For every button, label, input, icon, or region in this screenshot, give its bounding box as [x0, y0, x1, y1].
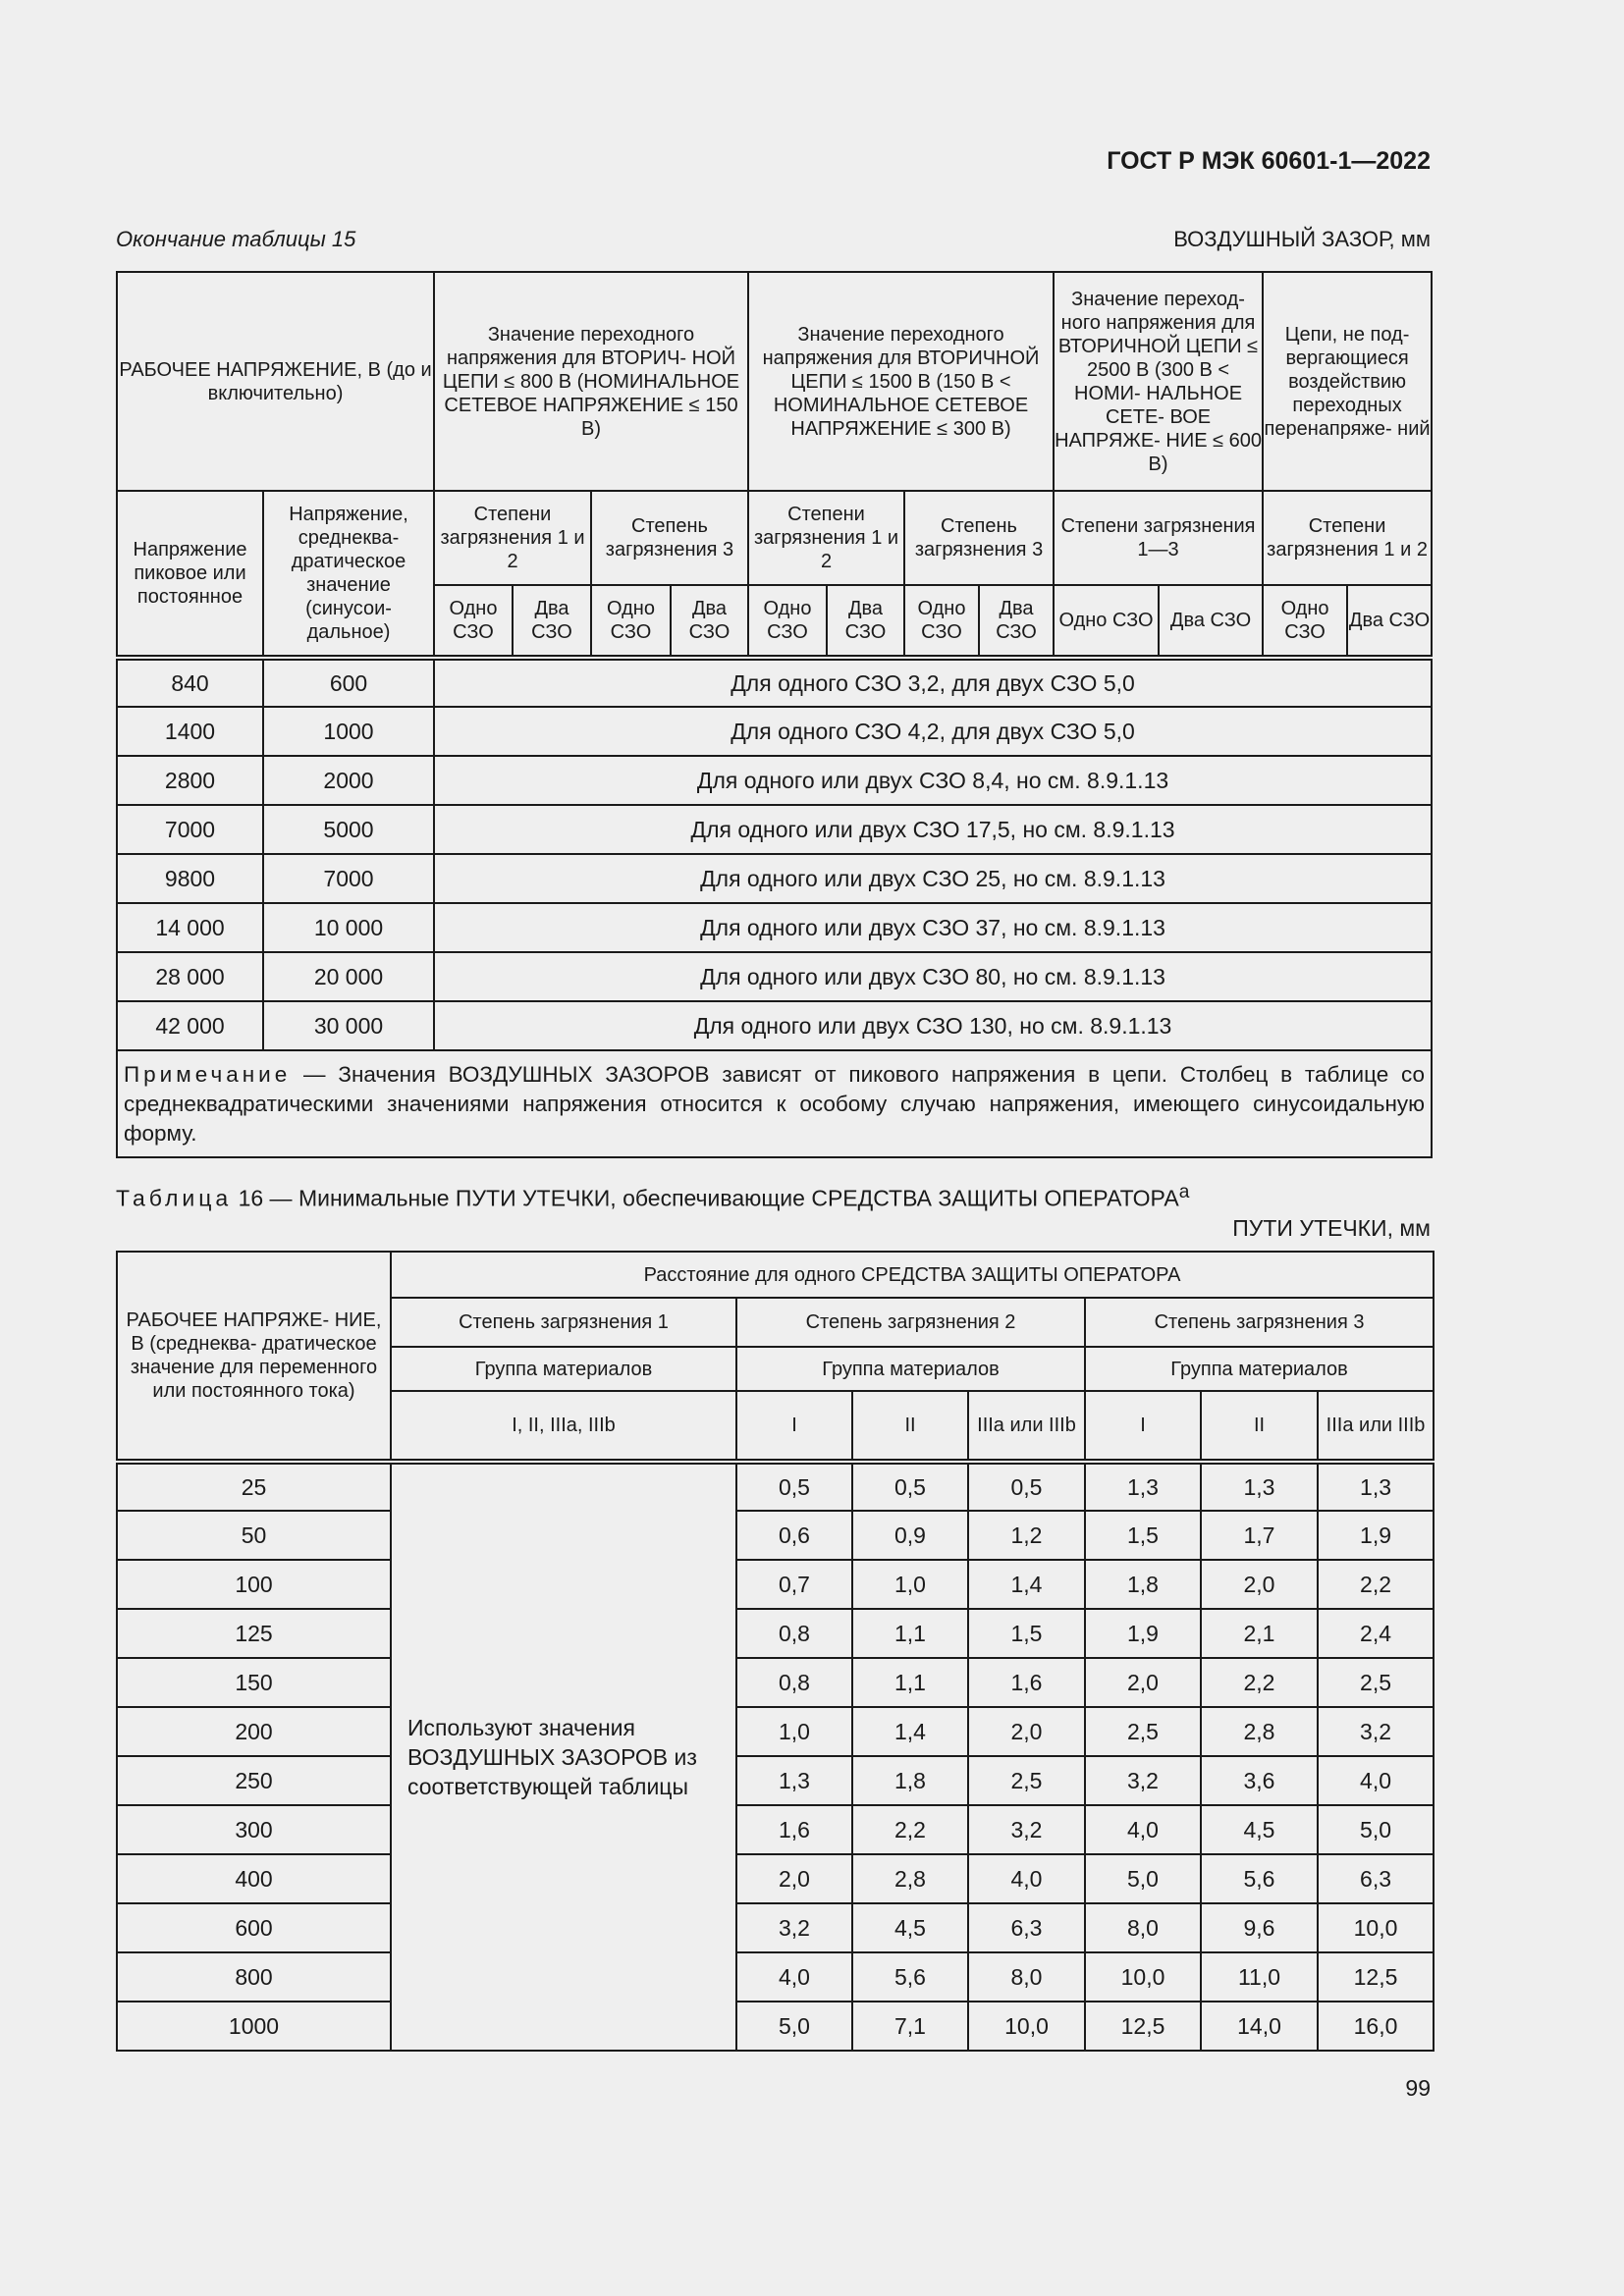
t16-voltage-cell: 600	[117, 1903, 391, 1952]
t16-material-group-header: Группа материалов	[736, 1347, 1085, 1391]
t16-value-cell: 5,0	[1085, 1854, 1201, 1903]
t15-mop-header: Одно СЗО	[434, 585, 513, 658]
t16-value-cell: 2,0	[968, 1707, 1085, 1756]
table-15	[116, 271, 1433, 1158]
t15-rms-cell: 10 000	[263, 903, 434, 952]
t16-value-cell: 5,0	[1318, 1805, 1434, 1854]
t16-value-cell: 1,4	[852, 1707, 968, 1756]
t16-value-cell: 1,8	[852, 1756, 968, 1805]
t16-voltage-cell: 50	[117, 1511, 391, 1560]
t16-voltage-cell: 25	[117, 1462, 391, 1511]
t15-value-cell: Для одного или двух СЗО 37, но см. 8.9.1.13	[434, 903, 1432, 952]
t16-voltage-cell: 1000	[117, 2002, 391, 2051]
table-row	[117, 658, 1432, 707]
t15-group4-header: Цепи, не под- вергающиеся воздействию переходных перенапряже- ний	[1263, 272, 1432, 491]
table-row	[117, 1952, 1434, 2002]
t16-voltage-cell: 100	[117, 1560, 391, 1609]
t15-group2-header: Значение переходного напряжения для ВТОРИЧНОЙ ЦЕПИ ≤ 1500 В (150 В < НОМИНАЛЬНОЕ СЕТЕВОЕ НАПРЯЖЕНИЕ ≤ 300 В)	[748, 272, 1054, 491]
table-row	[117, 707, 1432, 756]
t16-voltage-cell: 150	[117, 1658, 391, 1707]
t16-value-cell: 12,5	[1318, 1952, 1434, 2002]
t16-voltage-cell: 125	[117, 1609, 391, 1658]
t16-working-voltage-header: РАБОЧЕЕ НАПРЯЖЕ- НИЕ, В (среднеква- дратическое значение для переменного или постоянного тока)	[117, 1252, 391, 1462]
t15-mop-header: Два СЗО	[1347, 585, 1432, 658]
t16-pd-header: Степень загрязнения 3	[1085, 1298, 1434, 1347]
table-row	[117, 1658, 1434, 1707]
t16-value-cell: 1,1	[852, 1609, 968, 1658]
t15-peak-cell: 1400	[117, 707, 263, 756]
t16-value-cell: 1,2	[968, 1511, 1085, 1560]
t15-mop-header: Два СЗО	[1159, 585, 1263, 658]
t16-voltage-cell: 300	[117, 1805, 391, 1854]
table-row	[117, 1903, 1434, 1952]
t16-mg-header: I	[736, 1391, 852, 1462]
table-row	[117, 805, 1432, 854]
t16-value-cell: 1,0	[852, 1560, 968, 1609]
t15-group1-header: Значение переходного напряжения для ВТОРИЧ- НОЙ ЦЕПИ ≤ 800 В (НОМИНАЛЬНОЕ СЕТЕВОЕ НАПРЯЖЕНИЕ ≤ 150 В)	[434, 272, 748, 491]
t16-value-cell: 14,0	[1201, 2002, 1318, 2051]
t16-value-cell: 4,0	[1085, 1805, 1201, 1854]
t16-pd-header: Степень загрязнения 1	[391, 1298, 736, 1347]
t15-value-cell: Для одного или двух СЗО 8,4, но см. 8.9.1.13	[434, 756, 1432, 805]
t15-peak-cell: 7000	[117, 805, 263, 854]
t15-value-cell: Для одного СЗО 3,2, для двух СЗО 5,0	[434, 658, 1432, 707]
t16-value-cell: 3,2	[1085, 1756, 1201, 1805]
t16-mg-header: IIIa или IIIb	[968, 1391, 1085, 1462]
t15-mop-header: Два СЗО	[827, 585, 904, 658]
t16-voltage-cell: 800	[117, 1952, 391, 2002]
t16-value-cell: 1,9	[1085, 1609, 1201, 1658]
t16-merged-note-cell: Используют значения ВОЗДУШНЫХ ЗАЗОРОВ из соответствующей таблицы	[391, 1462, 736, 2051]
t16-value-cell: 2,2	[1201, 1658, 1318, 1707]
table16-title	[116, 1178, 1431, 1213]
t16-value-cell: 1,1	[852, 1658, 968, 1707]
t15-mop-header: Одно СЗО	[1263, 585, 1347, 658]
t16-value-cell: 2,2	[852, 1805, 968, 1854]
t16-mg-header: II	[852, 1391, 968, 1462]
t15-pd-header: Степени загрязнения 1 и 2	[434, 491, 591, 585]
t16-value-cell: 12,5	[1085, 2002, 1201, 2051]
t16-value-cell: 4,5	[1201, 1805, 1318, 1854]
table-row	[117, 756, 1432, 805]
t16-mg-header: II	[1201, 1391, 1318, 1462]
t16-value-cell: 11,0	[1201, 1952, 1318, 2002]
note-text: — Значения ВОЗДУШНЫХ ЗАЗОРОВ зависят от пикового напряжения в цепи. Столбец в таблице со среднеквадратическими значениями напряжения относится к особому случаю напряжения, имеющего синусоидальную форму.	[124, 1061, 1426, 1146]
t16-value-cell: 1,3	[1201, 1462, 1318, 1511]
table-row	[117, 903, 1432, 952]
t15-mop-header: Два СЗО	[671, 585, 748, 658]
t16-value-cell: 4,0	[736, 1952, 852, 2002]
table15-units: ВОЗДУШНЫЙ ЗАЗОР, мм	[1173, 227, 1431, 251]
t16-value-cell: 1,3	[1085, 1462, 1201, 1511]
t16-value-cell: 5,6	[852, 1952, 968, 2002]
t15-mop-header: Два СЗО	[979, 585, 1054, 658]
table-row	[117, 1609, 1434, 1658]
t16-value-cell: 4,5	[852, 1903, 968, 1952]
t15-value-cell: Для одного или двух СЗО 25, но см. 8.9.1.13	[434, 854, 1432, 903]
t16-value-cell: 1,9	[1318, 1511, 1434, 1560]
t15-rms-cell: 5000	[263, 805, 434, 854]
t16-value-cell: 1,0	[736, 1707, 852, 1756]
t16-value-cell: 1,5	[968, 1609, 1085, 1658]
t16-value-cell: 2,2	[1318, 1560, 1434, 1609]
table-row	[117, 1756, 1434, 1805]
t15-value-cell: Для одного или двух СЗО 80, но см. 8.9.1.13	[434, 952, 1432, 1001]
table-row	[117, 854, 1432, 903]
t16-value-cell: 2,5	[968, 1756, 1085, 1805]
t16-value-cell: 5,6	[1201, 1854, 1318, 1903]
t15-pd-header: Степени загрязнения 1 и 2	[1263, 491, 1432, 585]
t16-mg-all-header: I, II, IIIa, IIIb	[391, 1391, 736, 1462]
t16-value-cell: 6,3	[968, 1903, 1085, 1952]
table16-caption	[116, 1178, 1431, 1243]
t16-value-cell: 2,5	[1085, 1707, 1201, 1756]
t16-value-cell: 5,0	[736, 2002, 852, 2051]
t15-mop-header: Два СЗО	[513, 585, 591, 658]
t16-value-cell: 16,0	[1318, 2002, 1434, 2051]
t15-rms-cell: 30 000	[263, 1001, 434, 1050]
t15-value-cell: Для одного СЗО 4,2, для двух СЗО 5,0	[434, 707, 1432, 756]
t15-peak-cell: 42 000	[117, 1001, 263, 1050]
t16-material-group-header: Группа материалов	[1085, 1347, 1434, 1391]
t16-value-cell: 0,5	[736, 1462, 852, 1511]
t16-value-cell: 8,0	[1085, 1903, 1201, 1952]
t16-value-cell: 0,7	[736, 1560, 852, 1609]
table16-label: Таблица	[116, 1185, 233, 1211]
t15-peak-cell: 2800	[117, 756, 263, 805]
t16-material-group-header: Группа материалов	[391, 1347, 736, 1391]
t16-value-cell: 0,8	[736, 1609, 852, 1658]
t15-pd-header: Степень загрязнения 3	[904, 491, 1054, 585]
t15-group3-header: Значение переход- ного напряжения для ВТОРИЧНОЙ ЦЕПИ ≤ 2500 В (300 В < НОМИ- НАЛЬНОЕ СЕТЕ- ВОЕ НАПРЯЖЕ- НИЕ ≤ 600 В)	[1054, 272, 1263, 491]
page-number: 99	[1405, 2075, 1431, 2101]
table-row	[117, 1805, 1434, 1854]
t16-value-cell: 2,5	[1318, 1658, 1434, 1707]
t16-value-cell: 1,3	[736, 1756, 852, 1805]
t16-voltage-cell: 400	[117, 1854, 391, 1903]
t15-rms-cell: 1000	[263, 707, 434, 756]
t16-value-cell: 3,2	[968, 1805, 1085, 1854]
t16-value-cell: 0,5	[852, 1462, 968, 1511]
t16-value-cell: 1,7	[1201, 1511, 1318, 1560]
t16-value-cell: 6,3	[1318, 1854, 1434, 1903]
t15-working-voltage-header: РАБОЧЕЕ НАПРЯЖЕНИЕ, В (до и включительно)	[117, 272, 434, 491]
t16-value-cell: 1,5	[1085, 1511, 1201, 1560]
table-row	[117, 1001, 1432, 1050]
table-row	[117, 1560, 1434, 1609]
t16-value-cell: 0,6	[736, 1511, 852, 1560]
t16-value-cell: 1,8	[1085, 1560, 1201, 1609]
table-row	[117, 952, 1432, 1001]
t15-rms-cell: 7000	[263, 854, 434, 903]
table15-note	[117, 1050, 1432, 1157]
note-label: Примечание	[124, 1061, 292, 1087]
t15-mop-header: Одно СЗО	[1054, 585, 1159, 658]
t16-value-cell: 3,6	[1201, 1756, 1318, 1805]
t16-value-cell: 2,0	[1085, 1658, 1201, 1707]
t16-value-cell: 10,0	[1318, 1903, 1434, 1952]
table15-continuation: Окончание таблицы 15	[116, 227, 356, 251]
table-16	[116, 1251, 1435, 2052]
t16-value-cell: 1,4	[968, 1560, 1085, 1609]
t16-value-cell: 0,9	[852, 1511, 968, 1560]
t16-value-cell: 7,1	[852, 2002, 968, 2051]
t15-rms-cell: 2000	[263, 756, 434, 805]
t16-value-cell: 2,4	[1318, 1609, 1434, 1658]
t15-peak-cell: 28 000	[117, 952, 263, 1001]
t16-value-cell: 2,1	[1201, 1609, 1318, 1658]
t16-mg-header: I	[1085, 1391, 1201, 1462]
t15-pd-header: Степень загрязнения 3	[591, 491, 748, 585]
t16-value-cell: 2,0	[1201, 1560, 1318, 1609]
table-row	[117, 1854, 1434, 1903]
table16-units: ПУТИ УТЕЧКИ, мм	[1232, 1214, 1431, 1241]
t16-value-cell: 9,6	[1201, 1903, 1318, 1952]
t16-pd-header: Степень загрязнения 2	[736, 1298, 1085, 1347]
t16-value-cell: 3,2	[1318, 1707, 1434, 1756]
document-id: ГОСТ Р МЭК 60601-1—2022	[1107, 147, 1431, 175]
t15-rms-cell: 600	[263, 658, 434, 707]
t16-value-cell: 2,8	[1201, 1707, 1318, 1756]
t16-voltage-cell: 200	[117, 1707, 391, 1756]
t15-mop-header: Одно СЗО	[748, 585, 827, 658]
t16-value-cell: 10,0	[968, 2002, 1085, 2051]
t15-rms-cell: 20 000	[263, 952, 434, 1001]
t16-value-cell: 0,5	[968, 1462, 1085, 1511]
table15-caption-row	[116, 227, 1431, 252]
t16-value-cell: 3,2	[736, 1903, 852, 1952]
t16-distance-header: Расстояние для одного СРЕДСТВА ЗАЩИТЫ ОПЕРАТОРА	[391, 1252, 1434, 1298]
t15-peak-cell: 840	[117, 658, 263, 707]
t15-value-cell: Для одного или двух СЗО 130, но см. 8.9.1.13	[434, 1001, 1432, 1050]
table-row	[117, 2002, 1434, 2051]
t16-value-cell: 1,6	[736, 1805, 852, 1854]
t16-value-cell: 2,8	[852, 1854, 968, 1903]
table-note-row	[117, 1050, 1432, 1157]
table-row	[117, 1707, 1434, 1756]
t15-pd-header: Степени загрязнения 1 и 2	[748, 491, 904, 585]
t15-mop-header: Одно СЗО	[591, 585, 671, 658]
t15-peak-dc-header: Напряжение пиковое или постоянное	[117, 491, 263, 658]
t15-value-cell: Для одного или двух СЗО 17,5, но см. 8.9.1.13	[434, 805, 1432, 854]
table16-footnote-mark: a	[1178, 1182, 1190, 1202]
t16-value-cell: 4,0	[968, 1854, 1085, 1903]
t15-peak-cell: 14 000	[117, 903, 263, 952]
t16-mg-header: IIIa или IIIb	[1318, 1391, 1434, 1462]
t16-voltage-cell: 250	[117, 1756, 391, 1805]
t16-value-cell: 0,8	[736, 1658, 852, 1707]
t15-rms-header: Напряжение, среднеква- дратическое значение (синусои- дальное)	[263, 491, 434, 658]
t16-value-cell: 4,0	[1318, 1756, 1434, 1805]
table-row	[117, 1462, 1434, 1511]
t16-value-cell: 10,0	[1085, 1952, 1201, 2002]
t16-value-cell: 2,0	[736, 1854, 852, 1903]
table16-title-text: 16 — Минимальные ПУТИ УТЕЧКИ, обеспечивающие СРЕДСТВА ЗАЩИТЫ ОПЕРАТОРА	[232, 1185, 1179, 1211]
t16-value-cell: 8,0	[968, 1952, 1085, 2002]
t15-pd-header: Степени загрязнения 1—3	[1054, 491, 1263, 585]
t15-mop-header: Одно СЗО	[904, 585, 979, 658]
table-row	[117, 1511, 1434, 1560]
t15-peak-cell: 9800	[117, 854, 263, 903]
t16-value-cell: 1,3	[1318, 1462, 1434, 1511]
t16-value-cell: 1,6	[968, 1658, 1085, 1707]
